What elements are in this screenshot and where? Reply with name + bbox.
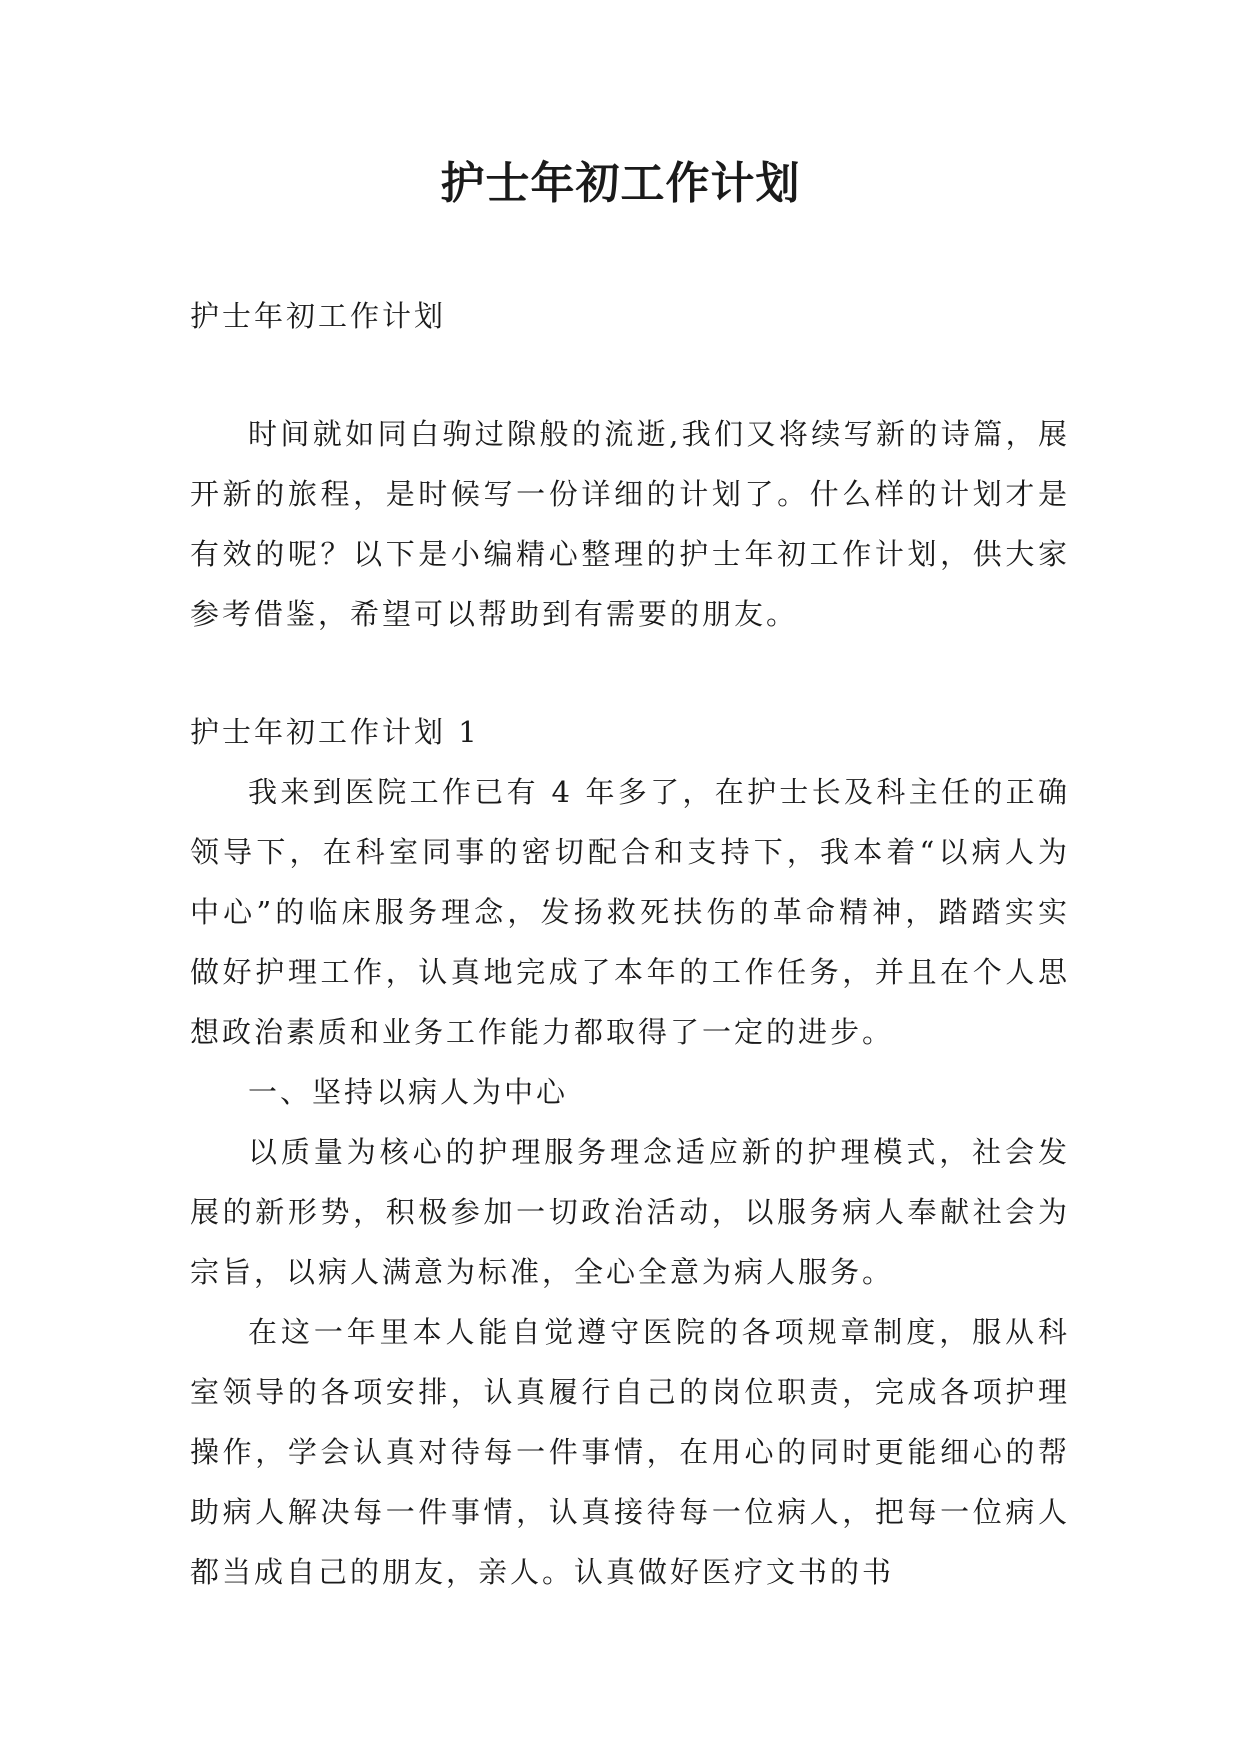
intro-paragraph: 时间就如同白驹过隙般的流逝,我们又将续写新的诗篇，展开新的旅程，是时候写一份详细的计划了。什么样的计划才是有效的呢？以下是小编精心整理的护士年初工作计划，供大家参考借鉴，希望可以帮助到有需要的朋友。 — [190, 417, 1070, 631]
body-paragraph-3: 在这一年里本人能自觉遵守医院的各项规章制度，服从科室领导的各项安排，认真履行自己的岗位职责，完成各项护理操作，学会认真对待每一件事情，在用心的同时更能细心的帮助病人解决每一件事情，认真接待每一位病人，把每一位病人都当成自己的朋友，亲人。认真做好医疗文书的书 — [190, 1315, 1070, 1589]
section-heading-1: 护士年初工作计划 1 — [190, 715, 480, 749]
body-paragraph-1: 我来到医院工作已有 4 年多了，在护士长及科主任的正确领导下，在科室同事的密切配合和支持下，我本着“以病人为中心”的临床服务理念，发扬救死扶伤的革命精神，踏踏实实做好护理工作，认真地完成了本年的工作任务，并且在个人思想政治素质和业务工作能力都取得了一定的进步。 — [190, 775, 1070, 1049]
document-body — [190, 286, 1070, 1602]
body-paragraph-2: 以质量为核心的护理服务理念适应新的护理模式，社会发展的新形势，积极参加一切政治活动，以服务病人奉献社会为宗旨，以病人满意为标准，全心全意为病人服务。 — [190, 1135, 1070, 1289]
subsection-heading-1: 一、坚持以病人为中心 — [248, 1075, 569, 1109]
document-title: 护士年初工作计划 — [440, 158, 801, 209]
document-subtitle: 护士年初工作计划 — [190, 299, 447, 333]
